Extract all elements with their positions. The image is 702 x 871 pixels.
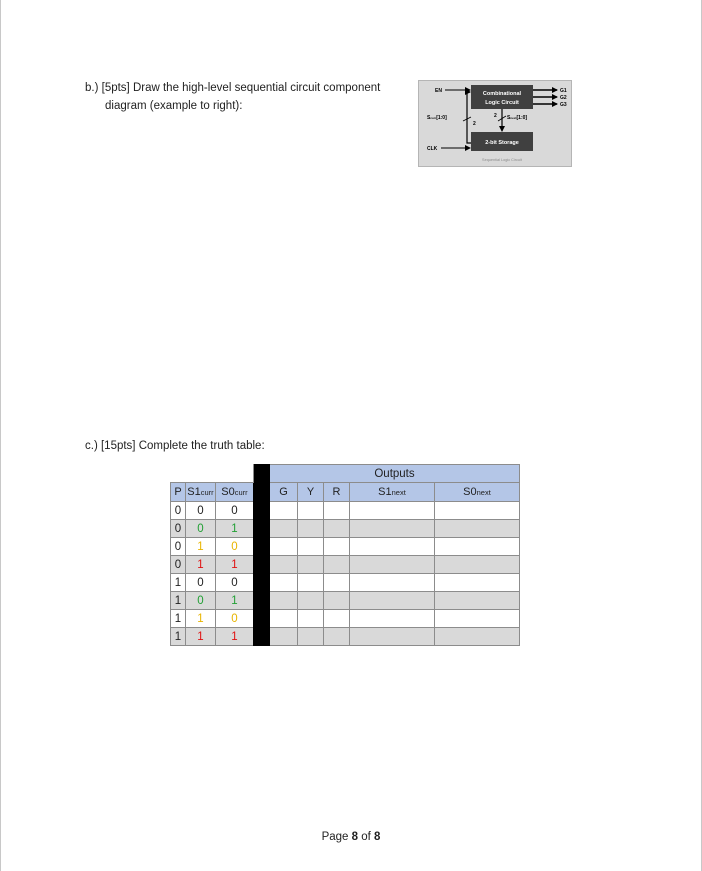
cell-p: 0 [171,556,186,574]
cell-s1curr: 0 [186,574,216,592]
cell-s0next-answer[interactable] [435,556,520,574]
cell-s1curr: 0 [186,502,216,520]
cell-s0next-answer[interactable] [435,538,520,556]
cell-s0curr: 0 [216,574,254,592]
header-y: Y [298,483,324,502]
table-row [171,538,520,556]
g1-label: G1 [560,88,567,94]
table-row [171,502,520,520]
cell-r-answer[interactable] [324,628,350,646]
header-r: R [324,483,350,502]
table-blank-corner [171,465,254,483]
cell-s0curr: 0 [216,538,254,556]
footer-middle: of [358,831,375,843]
cell-r-answer[interactable] [324,610,350,628]
cell-s1next-answer[interactable] [350,520,435,538]
table-row [171,520,520,538]
cell-s0curr: 1 [216,520,254,538]
header-s0next: S0next [435,483,520,502]
cell-s0next-answer[interactable] [435,592,520,610]
header-p: P [171,483,186,502]
question-b-line2: diagram (example to right): [105,100,243,112]
cell-s0next-answer[interactable] [435,574,520,592]
question-b-label: b.) [85,82,99,94]
snext-bus-width: 2 [494,113,497,119]
cell-s0curr: 1 [216,556,254,574]
cell-y-answer[interactable] [298,628,324,646]
g2-label: G2 [560,95,567,101]
combinational-label-1: Combinational [482,91,522,97]
question-c-text: [15pts] Complete the truth table: [100,440,265,452]
cell-r-answer[interactable] [324,520,350,538]
cell-s1curr: 1 [186,556,216,574]
cell-y-answer[interactable] [298,538,324,556]
outputs-header: Outputs [270,465,520,483]
cell-s0curr: 1 [216,592,254,610]
cell-g-answer[interactable] [270,538,298,556]
cell-s1curr: 0 [186,592,216,610]
cell-g-answer[interactable] [270,574,298,592]
scurr-label: Scurr[1:0] [427,115,447,121]
question-b-line1: [5pts] Draw the high-level sequential circuit component [101,82,381,94]
cell-s1next-answer[interactable] [350,628,435,646]
cell-r-answer[interactable] [324,502,350,520]
cell-s1next-answer[interactable] [350,538,435,556]
cell-s0curr: 0 [216,610,254,628]
storage-label: 2-bit Storage [485,140,519,146]
cell-r-answer[interactable] [324,592,350,610]
cell-r-answer[interactable] [324,574,350,592]
cell-s0next-answer[interactable] [435,520,520,538]
cell-y-answer[interactable] [298,520,324,538]
cell-g-answer[interactable] [270,556,298,574]
cell-g-answer[interactable] [270,610,298,628]
table-row [171,592,520,610]
cell-y-answer[interactable] [298,574,324,592]
table-row [171,628,520,646]
footer-total-pages: 8 [374,831,381,843]
cell-s0next-answer[interactable] [435,628,520,646]
cell-p: 1 [171,610,186,628]
cell-p: 0 [171,520,186,538]
cell-s0next-answer[interactable] [435,610,520,628]
footer-prefix: Page [321,831,352,843]
clk-label: CLK [427,146,438,152]
header-s1curr: S1curr [186,483,216,502]
cell-r-answer[interactable] [324,538,350,556]
snext-label: Snext[1:0] [507,115,528,121]
cell-r-answer[interactable] [324,556,350,574]
question-c [85,437,265,455]
cell-s1curr: 0 [186,520,216,538]
diagram-caption: Sequential Logic Circuit [482,158,522,162]
combinational-label-2: Logic Circuit [485,100,519,106]
table-row [171,556,520,574]
cell-y-answer[interactable] [298,556,324,574]
cell-g-answer[interactable] [270,628,298,646]
cell-p: 1 [171,592,186,610]
cell-s1curr: 1 [186,628,216,646]
cell-p: 1 [171,574,186,592]
question-b [85,79,415,115]
cell-s1next-answer[interactable] [350,502,435,520]
page-left-edge [0,0,1,871]
cell-s1next-answer[interactable] [350,610,435,628]
page-footer [0,831,702,843]
header-s0curr: S0curr [216,483,254,502]
footer-current-page: 8 [351,831,359,843]
header-g: G [270,483,298,502]
truth-table [170,464,520,646]
cell-p: 1 [171,628,186,646]
table-row [171,574,520,592]
cell-s1next-answer[interactable] [350,556,435,574]
cell-s1next-answer[interactable] [350,574,435,592]
cell-y-answer[interactable] [298,592,324,610]
cell-s1curr: 1 [186,538,216,556]
cell-p: 0 [171,502,186,520]
cell-s1curr: 1 [186,610,216,628]
table-separator-bar [254,465,270,646]
cell-s1next-answer[interactable] [350,592,435,610]
table-row [171,610,520,628]
en-label: EN [435,88,442,94]
cell-g-answer[interactable] [270,520,298,538]
cell-g-answer[interactable] [270,592,298,610]
sequential-circuit-diagram [418,80,572,167]
scurr-bus-width: 2 [473,121,476,127]
cell-s0next-answer[interactable] [435,502,520,520]
cell-y-answer[interactable] [298,610,324,628]
header-s1next: S1next [350,483,435,502]
question-c-label: c.) [85,440,98,452]
cell-y-answer[interactable] [298,502,324,520]
cell-p: 0 [171,538,186,556]
cell-s0curr: 0 [216,502,254,520]
g3-label: G3 [560,102,567,108]
cell-g-answer[interactable] [270,502,298,520]
cell-s0curr: 1 [216,628,254,646]
